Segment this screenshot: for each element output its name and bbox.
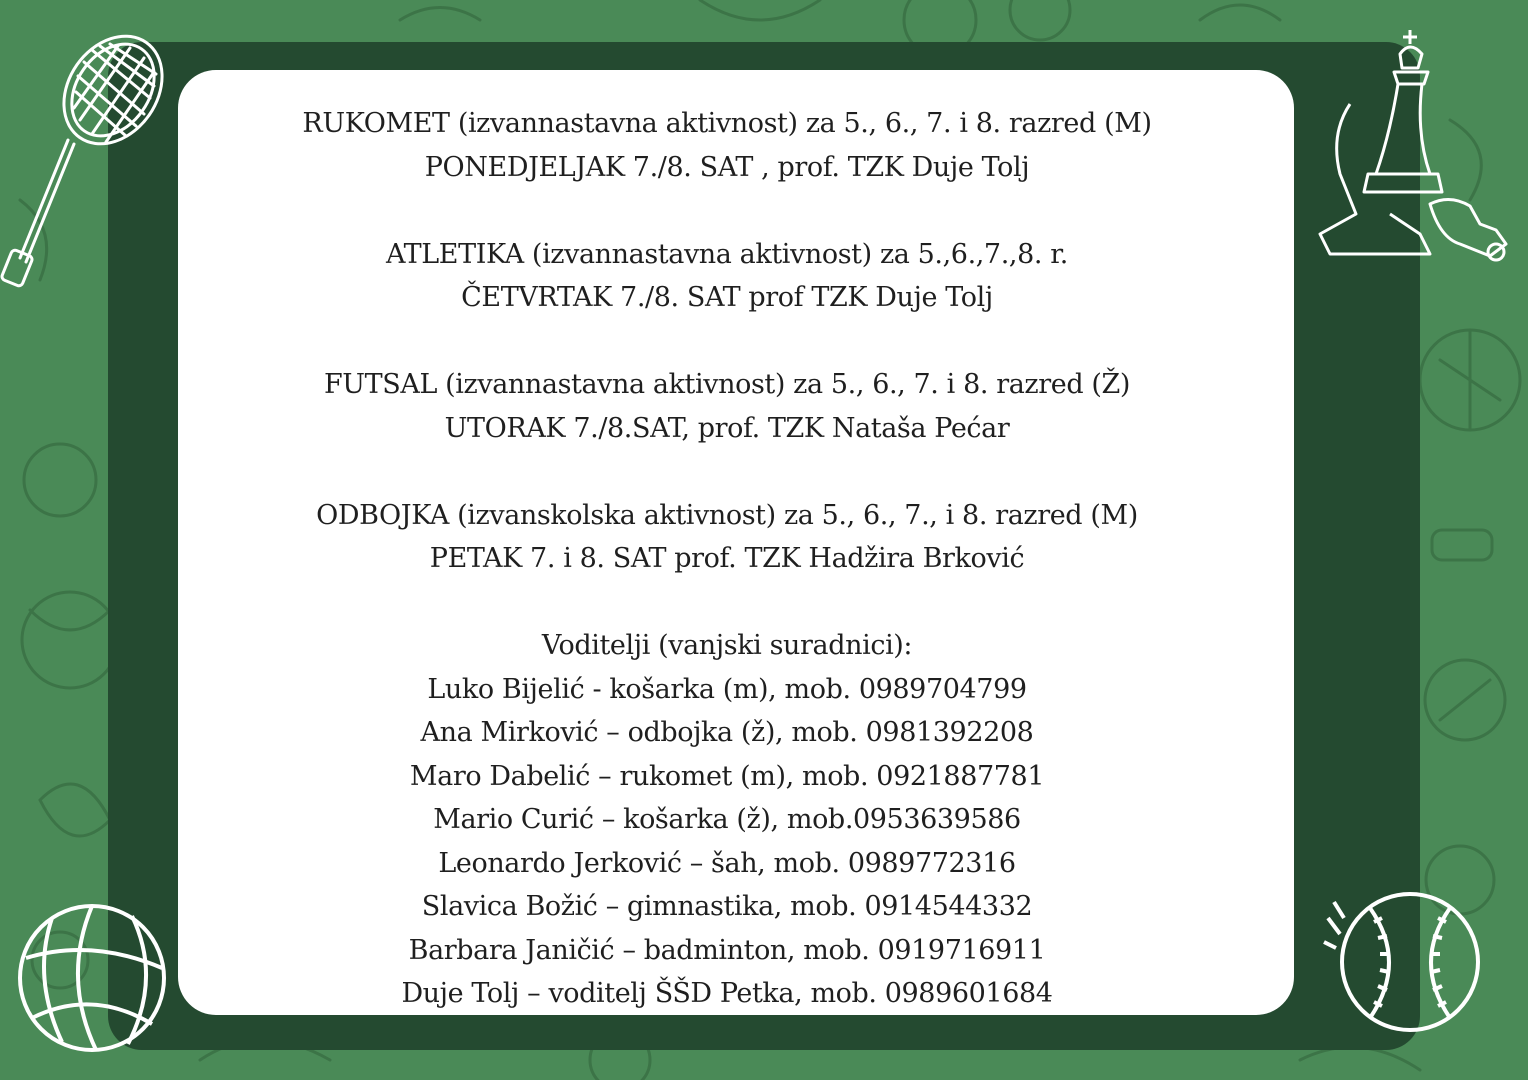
chess-pieces-icon bbox=[1310, 24, 1520, 274]
leaders-heading: Voditelji (vanjski suradnici): bbox=[541, 630, 913, 661]
activity-futsal bbox=[178, 363, 1276, 450]
activity-schedule: ČETVRTAK 7./8. SAT prof TZK Duje Tolj bbox=[461, 282, 993, 313]
leaders-list bbox=[178, 624, 1276, 1016]
leader-item: Slavica Božić – gimnastika, mob. 0914544332 bbox=[421, 891, 1033, 922]
activity-odbojka bbox=[178, 494, 1276, 581]
leader-item: Barbara Janičić – badminton, mob. 0919716911 bbox=[408, 934, 1046, 966]
activity-title: ATLETIKA (izvannastavna aktivnost) za 5.,6.,7.,8. r. bbox=[386, 238, 1068, 270]
activity-title: FUTSAL (izvannastavna aktivnost) za 5., 6., 7. i 8. razred (Ž) bbox=[323, 369, 1131, 400]
baseball-icon bbox=[1318, 878, 1488, 1038]
leader-item: Leonardo Jerković – šah, mob. 0989772316 bbox=[438, 847, 1016, 879]
activity-title: RUKOMET (izvannastavna aktivnost) za 5., 6., 7. i 8. razred (M) bbox=[302, 108, 1152, 139]
leader-item: Luko Bijelić - košarka (m), mob. 0989704799 bbox=[427, 673, 1027, 705]
activity-schedule: UTORAK 7./8.SAT, prof. TZK Nataša Pećar bbox=[444, 412, 1010, 444]
leader-item: Duje Tolj – voditelj ŠŠD Petka, mob. 0989601684 bbox=[401, 978, 1053, 1009]
activity-rukomet bbox=[178, 102, 1276, 189]
leader-item: Maro Dabelić – rukomet (m), mob. 0921887781 bbox=[409, 760, 1045, 792]
announcement-text bbox=[178, 102, 1276, 1016]
leader-item: Ana Mirković – odbojka (ž), mob. 0981392208 bbox=[420, 717, 1034, 748]
activity-schedule: PETAK 7. i 8. SAT prof. TZK Hadžira Brković bbox=[429, 543, 1025, 574]
leader-item: Mario Curić – košarka (ž), mob.0953639586 bbox=[433, 804, 1021, 835]
badminton-racket-icon bbox=[0, 30, 180, 290]
activity-atletika bbox=[178, 233, 1276, 320]
basketball-icon bbox=[12, 898, 172, 1058]
activity-schedule: PONEDJELJAK 7./8. SAT , prof. TZK Duje Tolj bbox=[424, 151, 1030, 183]
activity-title: ODBOJKA (izvanskolska aktivnost) za 5., 6., 7., i 8. razred (M) bbox=[316, 499, 1138, 531]
